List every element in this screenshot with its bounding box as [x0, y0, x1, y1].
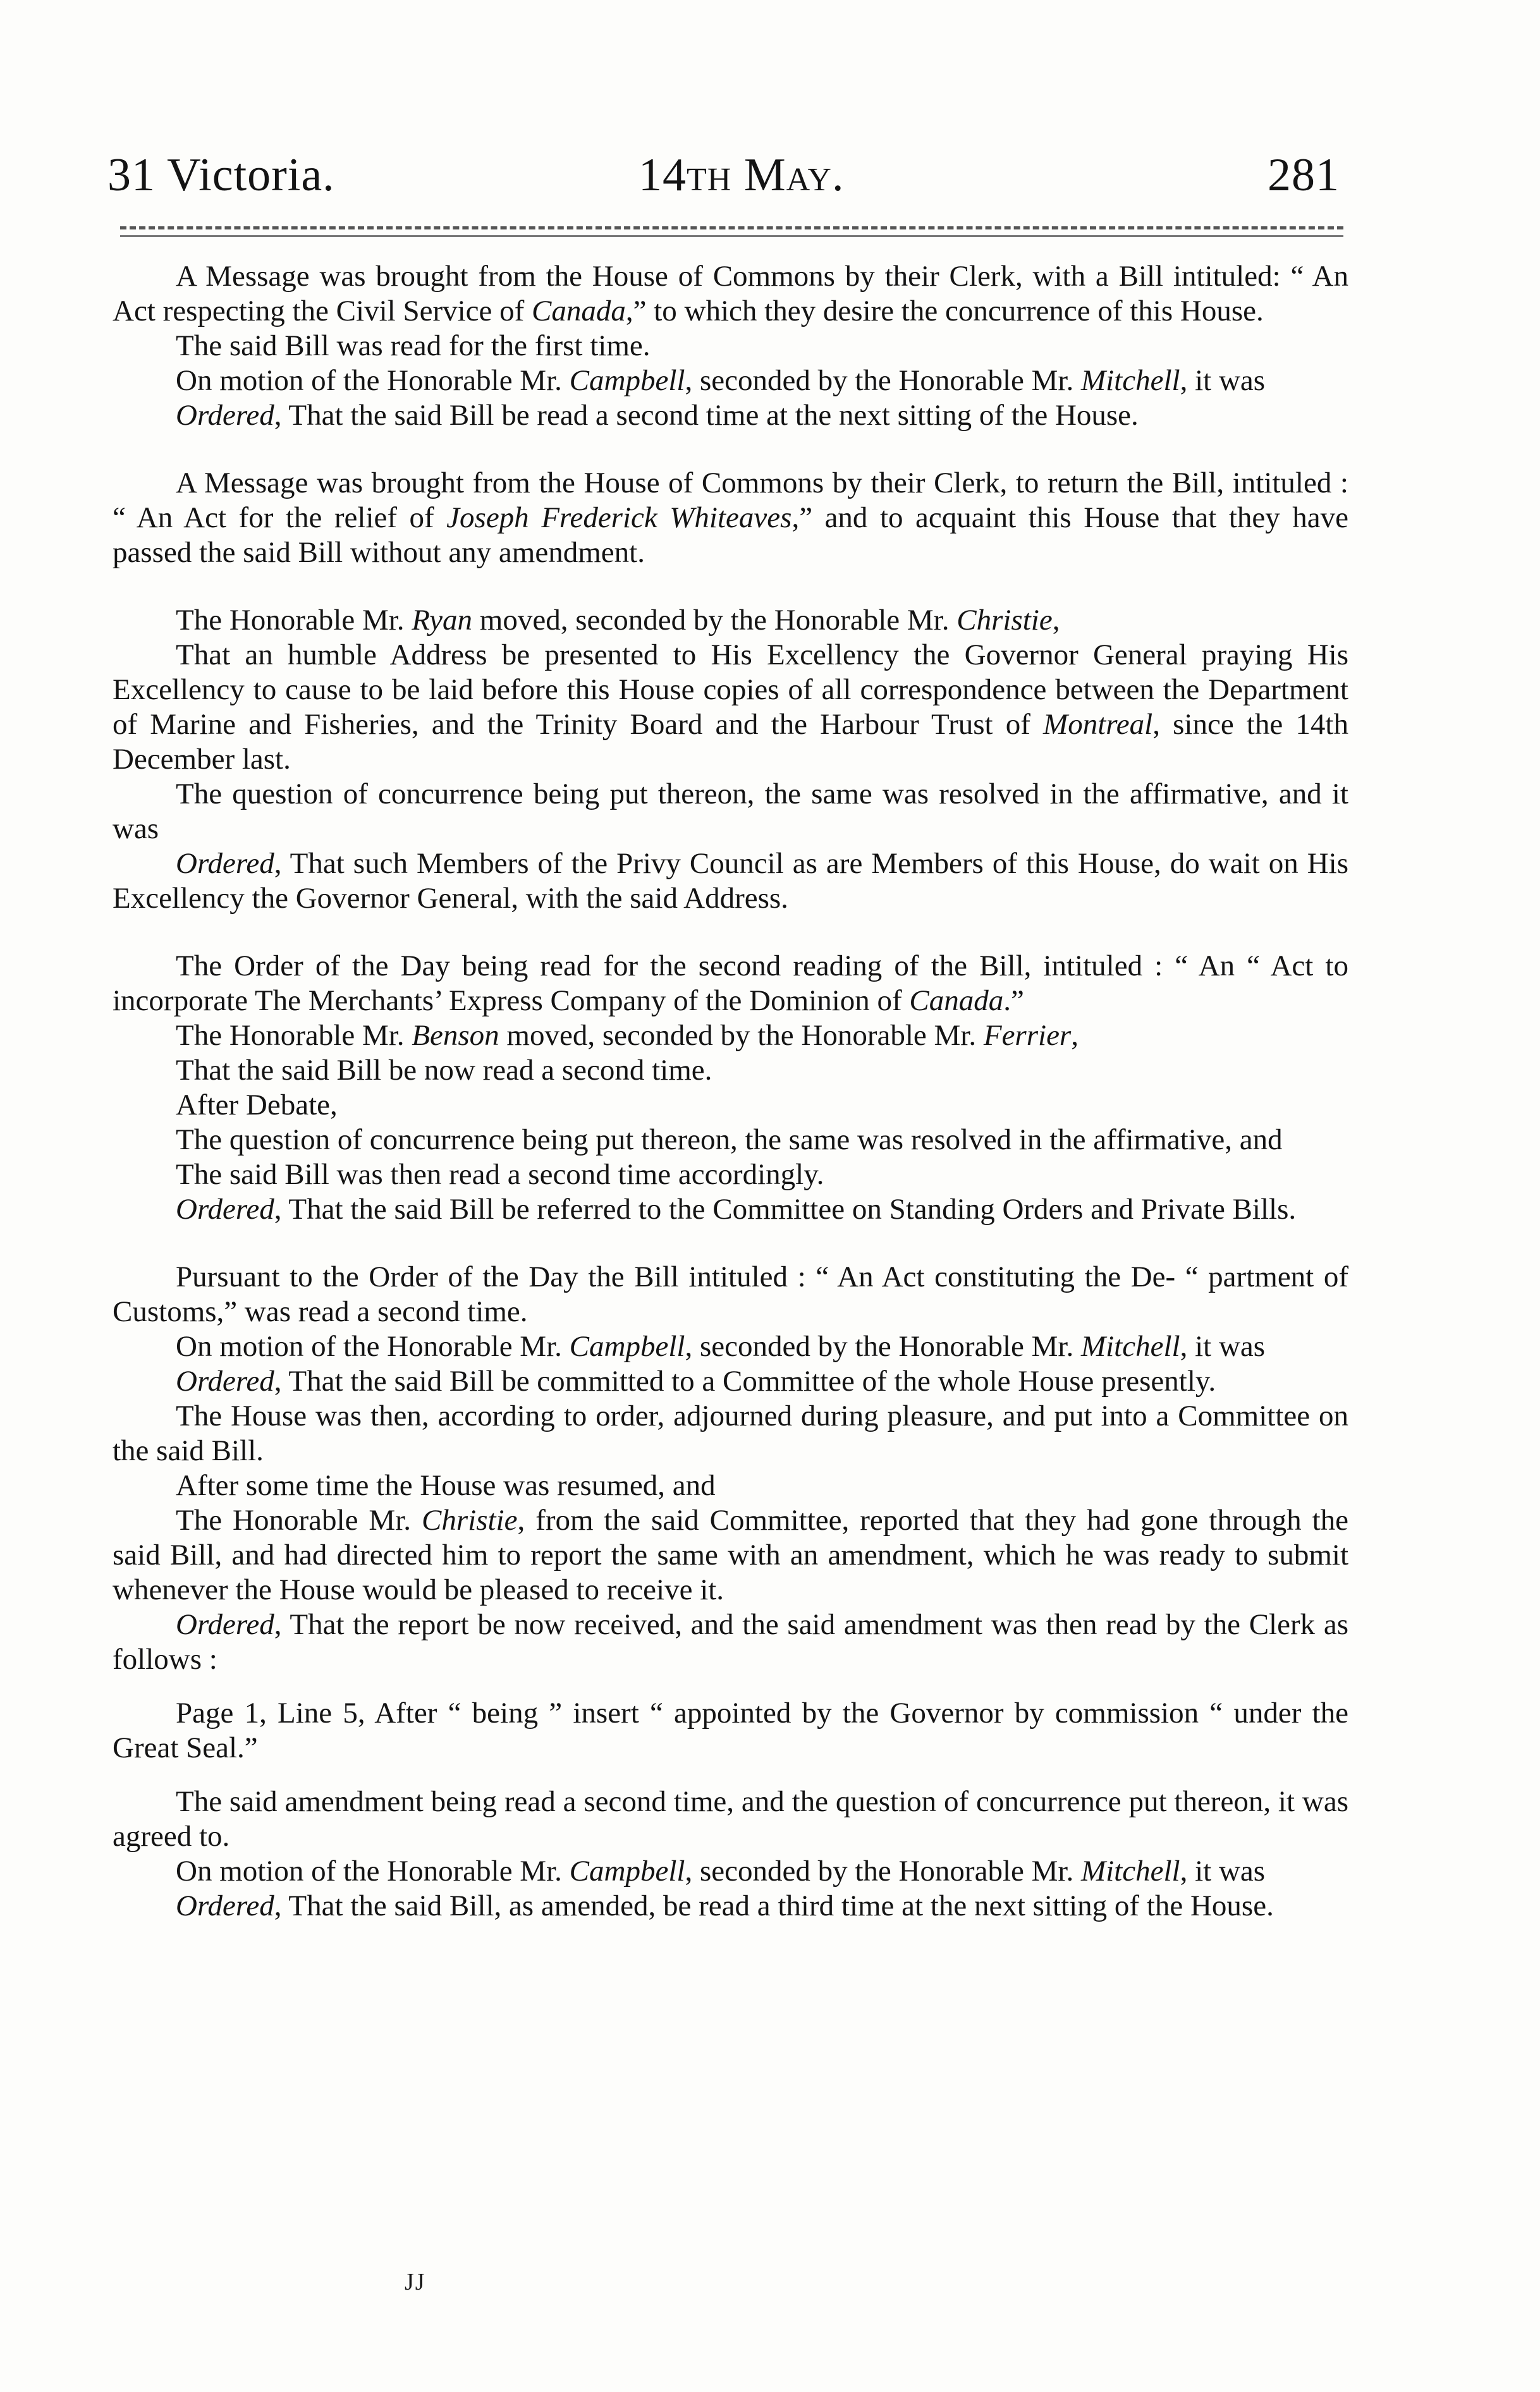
paragraph-p19: Ordered, That the said Bill be committed to a Committee of the whole House presently.: [176, 1365, 1216, 1398]
paragraph-p6: The Honorable Mr. Ryan moved, seconded by the Honorable Mr. Christie,: [176, 604, 1060, 637]
paragraph-p26: On motion of the Honorable Mr. Campbell, seconded by the Honorable Mr. Mitchell, it was: [176, 1855, 1266, 1888]
journal-body: [113, 259, 1348, 1924]
paragraph-p12: That the said Bill be now read a second time.: [176, 1054, 712, 1087]
paragraph-p5: A Message was brought from the House of Commons by their Clerk, to return the Bill, intituled : “ An Act for the relief of Joseph Frederick Whiteaves,” and to acquaint this House that they have passed the said Bill without any amendment.: [113, 467, 1348, 569]
paragraph-p2: The said Bill was read for the first time.: [176, 329, 651, 362]
paragraph-p24: Page 1, Line 5, After “ being ” insert “ appointed by the Governor by commission “ under the Great Seal.”: [113, 1697, 1348, 1764]
paragraph-p23: Ordered, That the report be now received, and the said amendment was then read by the Clerk as follows :: [113, 1608, 1348, 1676]
paragraph-p18: On motion of the Honorable Mr. Campbell, seconded by the Honorable Mr. Mitchell, it was: [176, 1330, 1266, 1363]
paragraph-p8: The question of concurrence being put thereon, the same was resolved in the affirmative, and it was: [113, 778, 1348, 845]
paragraph-p1: A Message was brought from the House of Commons by their Clerk, with a Bill intituled: “ An Act respecting the Civil Service of Canada,” to which they desire the concurrence of this House.: [113, 260, 1348, 327]
signature-mark: JJ: [405, 2269, 426, 2295]
paragraph-p4: Ordered, That the said Bill be read a second time at the next sitting of the House.: [176, 399, 1139, 432]
paragraph-p17: Pursuant to the Order of the Day the Bill intituled : “ An Act constituting the De- “ partment of Customs,” was read a second time.: [113, 1260, 1348, 1328]
paragraph-p16: Ordered, That the said Bill be referred to the Committee on Standing Orders and Private Bills.: [176, 1193, 1297, 1226]
paragraph-p20: The House was then, according to order, adjourned during pleasure, and put into a Committee on the said Bill.: [113, 1400, 1348, 1467]
paragraph-p9: Ordered, That such Members of the Privy Council as are Members of this House, do wait on His Excellency the Governor General, with the said Address.: [113, 847, 1348, 915]
paragraph-p15: The said Bill was then read a second time accordingly.: [176, 1158, 824, 1191]
header-rule: [120, 235, 1343, 237]
header-date: 14th May.: [639, 149, 845, 201]
page-header: [0, 107, 1540, 201]
paragraph-p3: On motion of the Honorable Mr. Campbell, seconded by the Honorable Mr. Mitchell, it was: [176, 364, 1266, 397]
paragraph-p10: The Order of the Day being read for the second reading of the Bill, intituled : “ An “ Act to incorporate The Merchants’ Express Company of the Dominion of Canada.”: [113, 949, 1348, 1017]
paragraph-p14: The question of concurrence being put thereon, the same was resolved in the affirmative, and: [176, 1123, 1283, 1156]
header-rule-dashed: [120, 226, 1343, 229]
paragraph-p27: Ordered, That the said Bill, as amended, be read a third time at the next sitting of the House.: [176, 1889, 1274, 1922]
paragraph-p7: That an humble Address be presented to His Excellency the Governor General praying His Excellency to cause to be laid before this House copies of all correspondence between the Department of Marine and Fisheries, and the Trinity Board and the Harbour Trust of Montreal, since the 14th December last.: [113, 638, 1348, 776]
regnal-year: 31 Victoria.: [107, 149, 335, 201]
paragraph-p13: After Debate,: [176, 1089, 338, 1121]
paragraph-p11: The Honorable Mr. Benson moved, seconded by the Honorable Mr. Ferrier,: [176, 1019, 1079, 1052]
paragraph-p25: The said amendment being read a second time, and the question of concurrence put thereon, it was agreed to.: [113, 1785, 1348, 1853]
paragraph-p21: After some time the House was resumed, and: [176, 1469, 716, 1502]
page-number: 281: [1268, 149, 1340, 201]
paragraph-p22: The Honorable Mr. Christie, from the said Committee, reported that they had gone through the said Bill, and had directed him to report the same with an amendment, which he was ready to submit whenever the House would be pleased to receive it.: [113, 1504, 1348, 1606]
